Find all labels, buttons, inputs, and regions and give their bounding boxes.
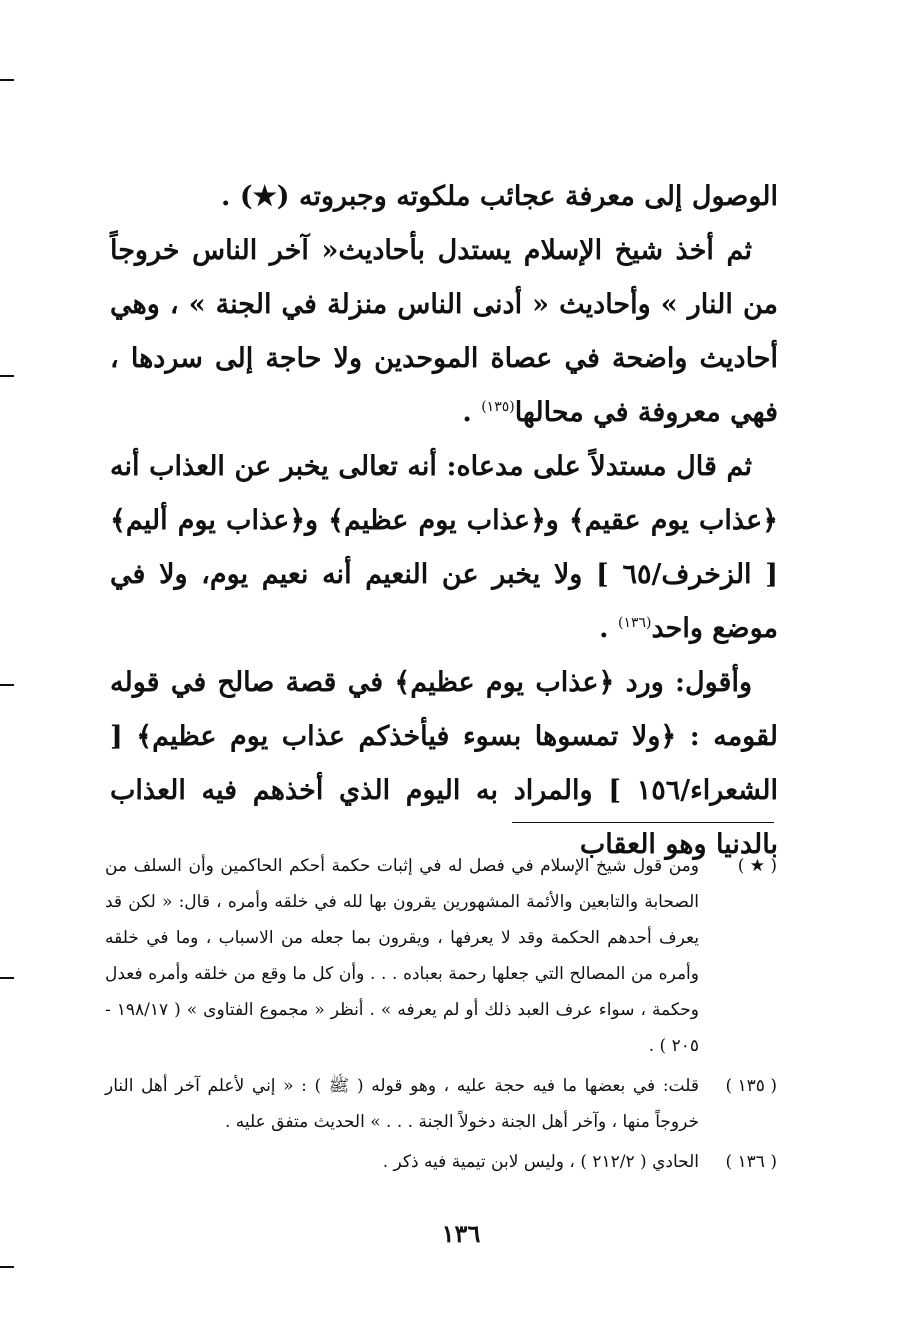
footnote-reference: (١٣٥): [481, 399, 515, 415]
footnote-text: ومن قول شيخ الإسلام في فصل له في إثبات حكمة أحكم الحاكمين وأن السلف من الصحابة والتابعين والأئمة المشهورين يقرون بها لله في خلقه وأمره ، قال: « لكن قد يعرف أحدهم الحكمة وقد لا يعرفها ، ويقرون بما جعله من الاسباب ، وما في خلقه وأمره من المصالح التي جعلها رحمة بعباده . . . وأن كل ما وقع من خلقه وأمره فعدل وحكمة ، سواء عرف العبد ذلك أو لم يعرفه » . أنظر « مجموع الفتاوى » ( ١٩٨/١٧ - ٢٠٥ ) .: [105, 856, 699, 1056]
scan-margin-mark: [0, 79, 14, 81]
footnote: [105, 1068, 777, 1140]
paragraph-text: ثم أخذ شيخ الإسلام يستدل بأحاديث« آخر الناس خروجاً من النار » وأحاديث « أدنى الناس منزلة في الجنة » ، وهي أحاديث واضحة في عصاة الموحدين ولا حاجة إلى سردها ، فهي معروفة في محالها: [110, 235, 778, 428]
paragraph-text: وأقول: ورد ﴿عذاب يوم عظيم﴾ في قصة صالح في قوله لقومه : ﴿ولا تمسوها بسوء فيأخذكم عذاب يوم عظيم﴾ [ الشعراء/١٥٦ ] والمراد به اليوم الذي أخذهم فيه العذاب بالدنيا وهو العقاب: [110, 667, 778, 860]
paragraph: [110, 170, 778, 224]
footnote-number: ( ١٣٦ ): [725, 1152, 777, 1172]
scan-margin-mark: [0, 977, 14, 979]
paragraph: [110, 656, 778, 872]
page-number: ١٣٦: [441, 1219, 481, 1248]
footnote-separator: [512, 822, 774, 823]
paragraph-text: الوصول إلى معرفة عجائب ملكوته وجبروته (★) .: [221, 181, 778, 212]
footnote-reference: (١٣٦): [617, 615, 652, 631]
footnote-number: ( ★ ): [737, 856, 777, 876]
paragraph: [110, 224, 778, 440]
paragraph-text: ثم قال مستدلاً على مدعاه: أنه تعالى يخبر عن العذاب أنه ﴿عذاب يوم عقيم﴾ و﴿عذاب يوم عظيم﴾ و﴿عذاب يوم أليم﴾ [ الزخرف/٦٥ ] ولا يخبر عن النعيم أنه نعيم يوم، ولا في موضع واحد: [110, 451, 778, 644]
paragraph-end: .: [599, 613, 618, 644]
paragraph-end: .: [462, 397, 482, 428]
footnote-text: الحادي ( ٢١٢/٢ ) ، وليس لابن تيمية فيه ذكر .: [382, 1152, 699, 1172]
paragraph: [110, 440, 778, 656]
footnotes: [105, 848, 777, 1180]
footnote: [105, 1144, 777, 1180]
scan-margin-mark: [0, 684, 14, 686]
footnote-text: قلت: في بعضها ما فيه حجة عليه ، وهو قوله ( ﷺ ) : « إني لأعلم آخر أهل النار خروجاً منها ، وآخر أهل الجنة دخولاً الجنة . . . » الحديث متفق عليه .: [105, 1076, 699, 1132]
scan-margin-mark: [0, 375, 14, 377]
footnote: [105, 848, 777, 1064]
footnote-number: ( ١٣٥ ): [725, 1076, 777, 1096]
main-text: [110, 170, 778, 872]
scan-margin-mark: [0, 1266, 14, 1268]
